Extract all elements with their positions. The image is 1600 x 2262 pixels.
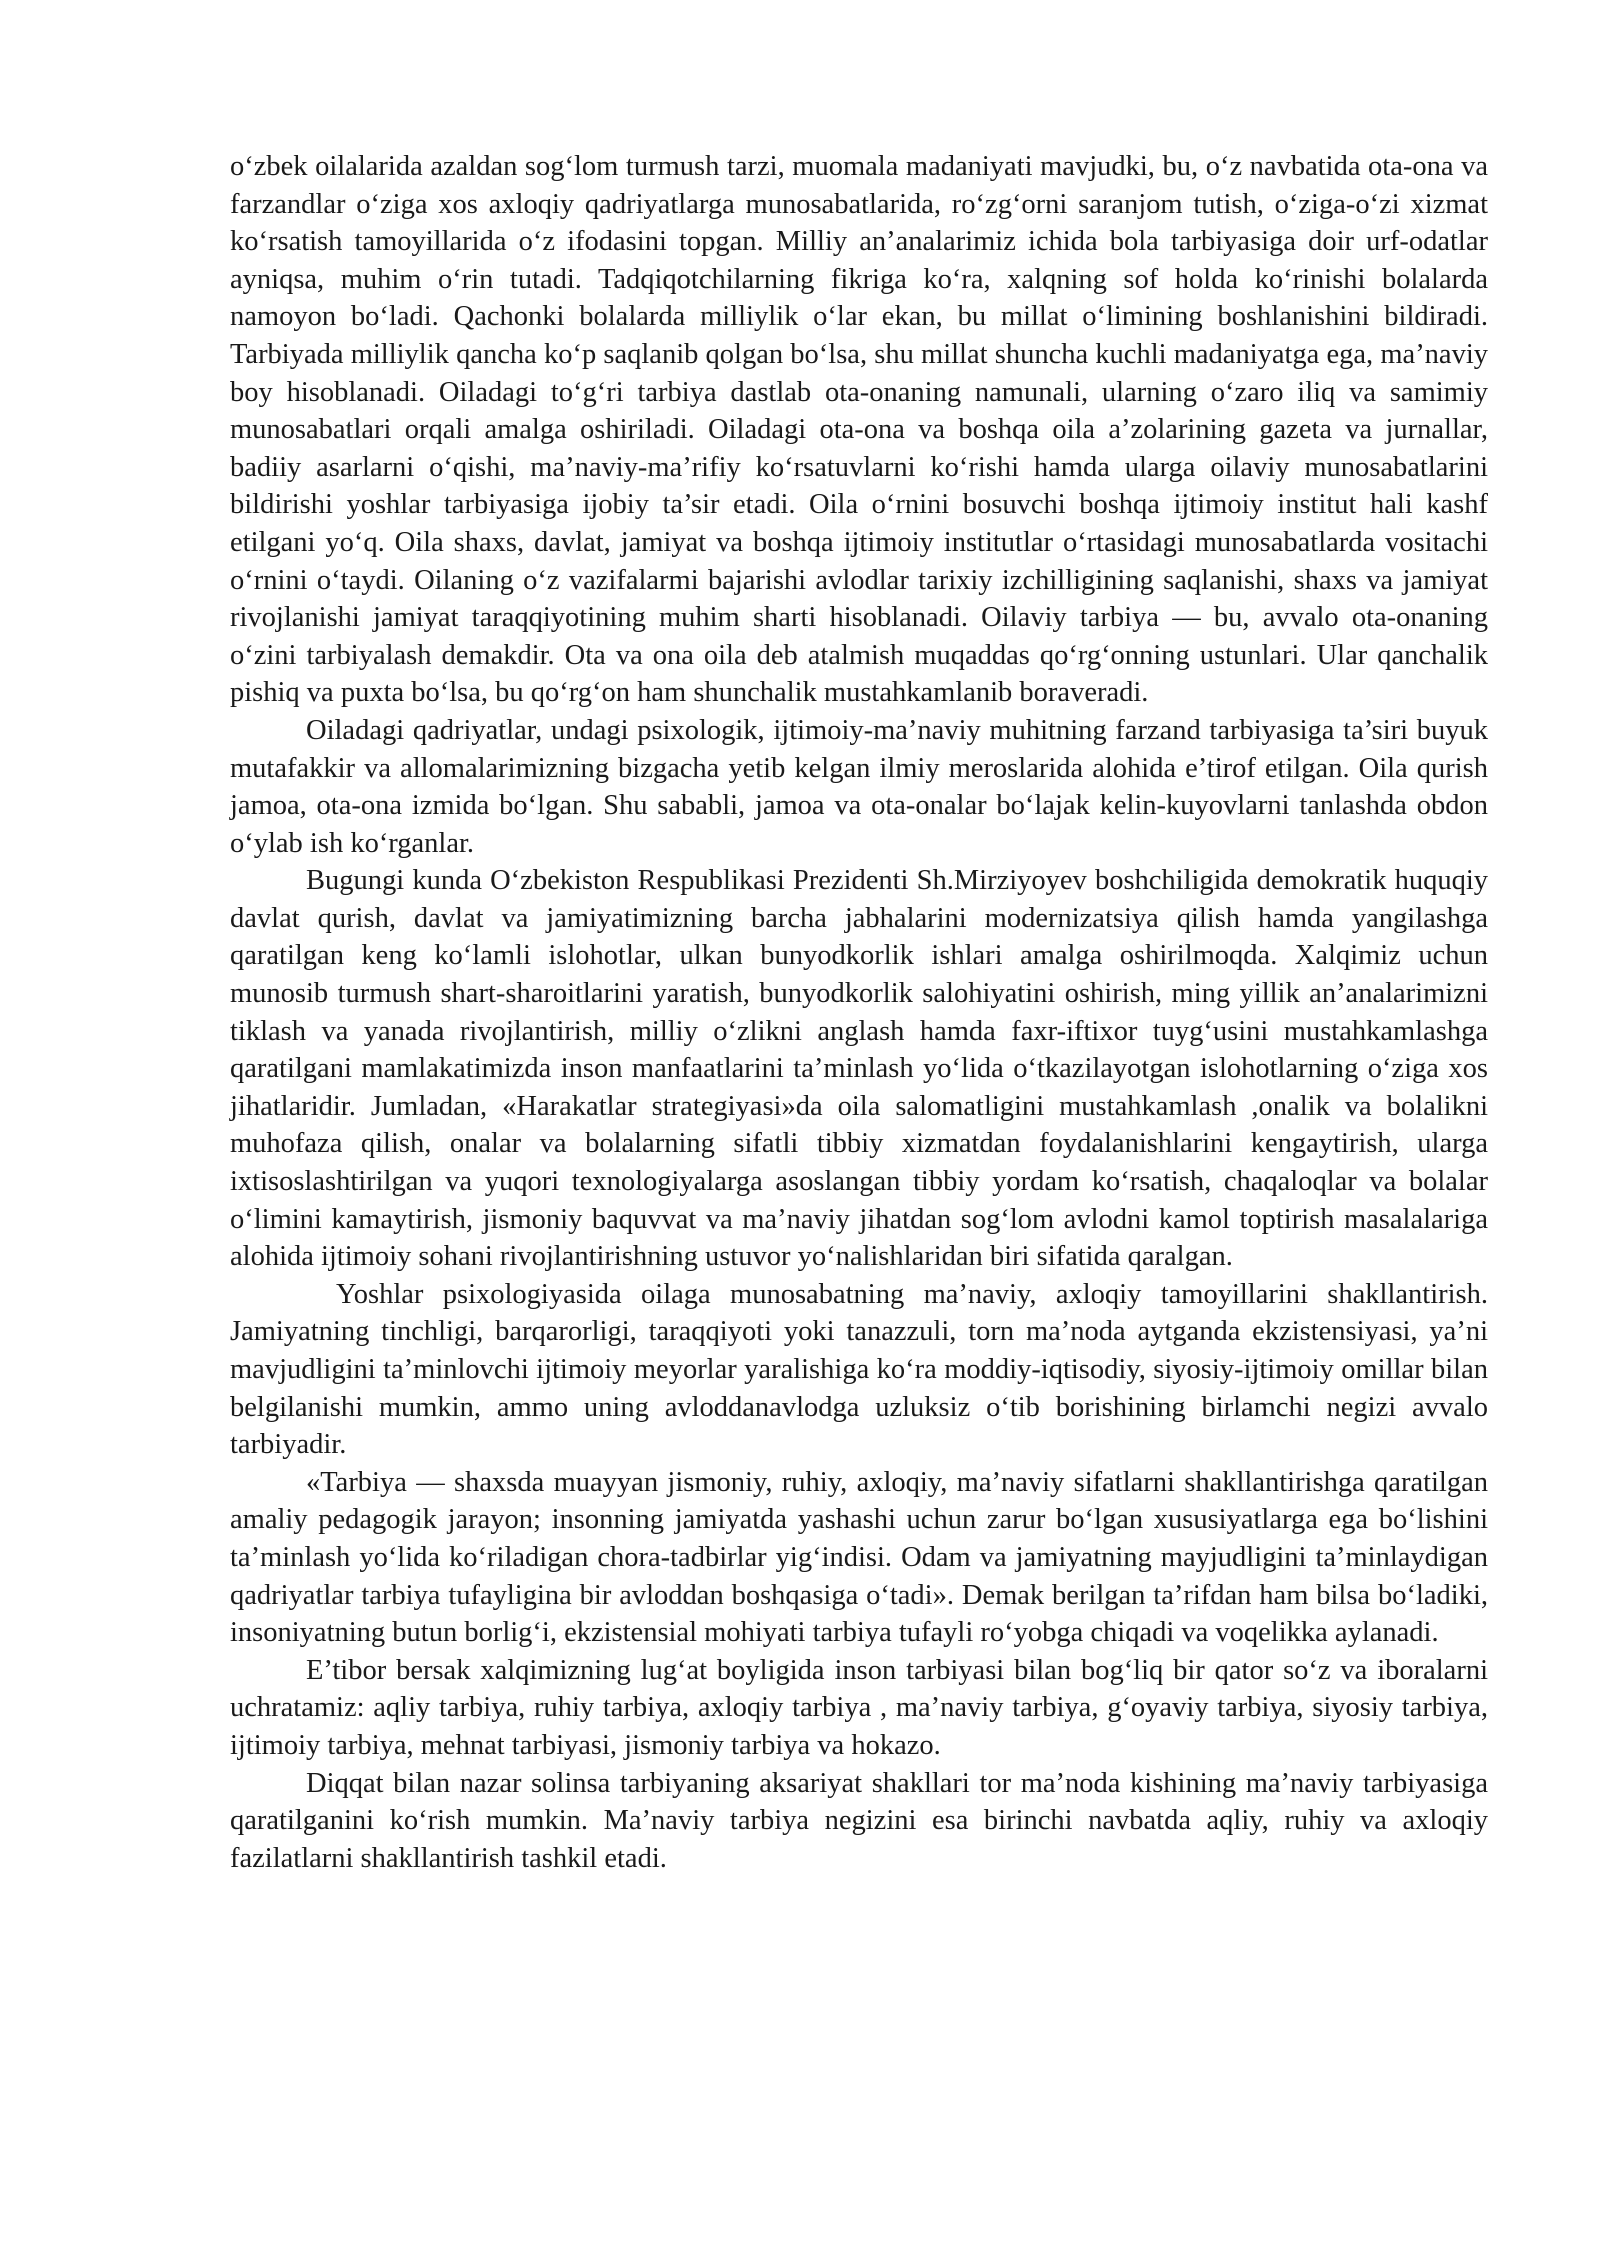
paragraph-4: Yoshlar psixologiyasida oilaga munosabatning ma’naviy, axloqiy tamoyillarini shakllantirish. Jamiyatning tinchligi, barqarorligi, taraqqiyoti yoki tanazzuli, torn ma’noda aytganda ekzistensiyasi, ya’ni mavjudligini ta’minlovchi ijtimoiy meyorlar yaralishiga ko‘ra moddiy-iqtisodiy, siyosiy-ijtimoiy omillar bilan belgilanishi mumkin, ammo uning avloddanavlodga uzluksiz o‘tib borishining birlamchi negizi avvalo tarbiyadir. xyxy=(230,1278,1488,1461)
document-page xyxy=(230,148,1488,1877)
paragraph-7: Diqqat bilan nazar solinsa tarbiyaning aksariyat shakllari tor ma’noda kishining ma’naviy tarbiyasiga qaratilganini ko‘rish mumkin. Ma’naviy tarbiya negizini esa birinchi navbatda aqliy, ruhiy va axloqiy fazilatlarni shakllantirish tashkil etadi. xyxy=(230,1767,1488,1874)
paragraph-5: «Tarbiya — shaxsda muayyan jismoniy, ruhiy, axloqiy, ma’naviy sifatlarni shakllantirishga qaratilgan amaliy pedagogik jarayon; insonning jamiyatda yashashi uchun zarur bo‘lgan xususiyatlarga ega bo‘lishini ta’minlash yo‘lida ko‘riladigan chora-tadbirlar yig‘indisi. Odam va jamiyatning mayjudligini ta’minlaydigan qadriyatlar tarbiya tufayligina bir avloddan boshqasiga o‘tadi». Demak berilgan ta’rifdan ham bilsa bo‘ladiki, insoniyatning butun borlig‘i, ekzistensial mohiyati tarbiya tufayli ro‘yobga chiqadi va voqelikka aylanadi. xyxy=(230,1466,1488,1649)
paragraph-2: Oiladagi qadriyatlar, undagi psixologik, ijtimoiy-ma’naviy muhitning farzand tarbiyasiga ta’siri buyuk mutafakkir va allomalarimizning bizgacha yetib kelgan ilmiy meroslarida alohida e’tirof etilgan. Oila qurish jamoa, ota-ona izmida bo‘lgan. Shu sababli, jamoa va ota-onalar bo‘lajak kelin-kuyovlarni tanlashda obdon o‘ylab ish ko‘rganlar. xyxy=(230,714,1488,859)
paragraph-1: o‘zbek oilalarida azaldan sog‘lom turmush tarzi, muomala madaniyati mavjudki, bu, o‘z navbatida ota-ona va farzandlar o‘ziga xos axloqiy qadriyatlarga munosabatlarida, ro‘zg‘orni saranjom tutish, o‘ziga-o‘zi xizmat ko‘rsatish tamoyillarida o‘z ifodasini topgan. Milliy an’analarimiz ichida bola tarbiyasiga doir urf-odatlar ayniqsa, muhim o‘rin tutadi. Tadqiqotchilarning fikriga ko‘ra, xalqning sof holda ko‘rinishi bolalarda namoyon bo‘ladi. Qachonki bolalarda milliylik o‘lar ekan, bu millat o‘limining boshlanishini bildiradi. Tarbiyada milliylik qancha ko‘p saqlanib qolgan bo‘lsa, shu millat shuncha kuchli madaniyatga ega, ma’naviy boy hisoblanadi. Oiladagi to‘g‘ri tarbiya dastlab ota-onaning namunali, ularning o‘zaro iliq va samimiy munosabatlari orqali amalga oshiriladi. Oiladagi ota-ona va boshqa oila a’zolarining gazeta va jurnallar, badiiy asarlarni o‘qishi, ma’naviy-ma’rifiy ko‘rsatuvlarni ko‘rishi hamda ularga oilaviy munosabatlarini bildirishi yoshlar tarbiyasiga ijobiy ta’sir etadi. Oila o‘rnini bosuvchi boshqa ijtimoiy institut hali kashf etilgani yo‘q. Oila shaxs, davlat, jamiyat va boshqa ijtimoiy institutlar o‘rtasidagi munosabatlarda vositachi o‘rnini o‘taydi. Oilaning o‘z vazifalarmi bajarishi avlodlar tarixiy izchilligining saqlanishi, shaxs va jamiyat rivojlanishi jamiyat taraqqiyotining muhim sharti hisoblanadi. Oilaviy tarbiya — bu, avvalo ota-onaning o‘zini tarbiyalash demakdir. Ota va ona oila deb atalmish muqaddas qo‘rg‘onning ustunlari. Ular qanchalik pishiq va puxta bo‘lsa, bu qo‘rg‘on ham shunchalik mustahkamlanib boraveradi. xyxy=(230,151,1488,709)
paragraph-6: E’tibor bersak xalqimizning lug‘at boyligida inson tarbiyasi bilan bog‘liq bir qator so‘z va iboralarni uchratamiz: aqliy tarbiya, ruhiy tarbiya, axloqiy tarbiya , ma’naviy tarbiya, g‘oyaviy tarbiya, siyosiy tarbiya, ijtimoiy tarbiya, mehnat tarbiyasi, jismoniy tarbiya va hokazo. xyxy=(230,1654,1488,1761)
paragraph-3: Bugungi kunda O‘zbekiston Respublikasi Prezidenti Sh.Mirziyoyev boshchiligida demokratik huquqiy davlat qurish, davlat va jamiyatimizning barcha jabhalarini modernizatsiya qilish hamda yangilashga qaratilgan keng ko‘lamli islohotlar, ulkan bunyodkorlik ishlari amalga oshirilmoqda. Xalqimiz uchun munosib turmush shart-sharoitlarini yaratish, bunyodkorlik salohiyatini oshirish, ming yillik an’analarimizni tiklash va yanada rivojlantirish, milliy o‘zlikni anglash hamda faxr-iftixor tuyg‘usini mustahkamlashga qaratilgani mamlakatimizda inson manfaatlarini ta’minlash yo‘lida o‘tkazilayotgan islohotlarning o‘ziga xos jihatlaridir. Jumladan, «Harakatlar strategiyasi»da oila salomatligini mustahkamlash ,onalik va bolalikni muhofaza qilish, onalar va bolalarning sifatli tibbiy xizmatdan foydalanishlarini kengaytirish, ularga ixtisoslashtirilgan va yuqori texnologiyalarga asoslangan tibbiy yordam ko‘rsatish, chaqaloqlar va bolalar o‘limini kamaytirish, jismoniy baquvvat va ma’naviy jihatdan sog‘lom avlodni kamol toptirish masalalariga alohida ijtimoiy sohani rivojlantirishning ustuvor yo‘nalishlaridan biri sifatida qaralgan. xyxy=(230,865,1488,1273)
